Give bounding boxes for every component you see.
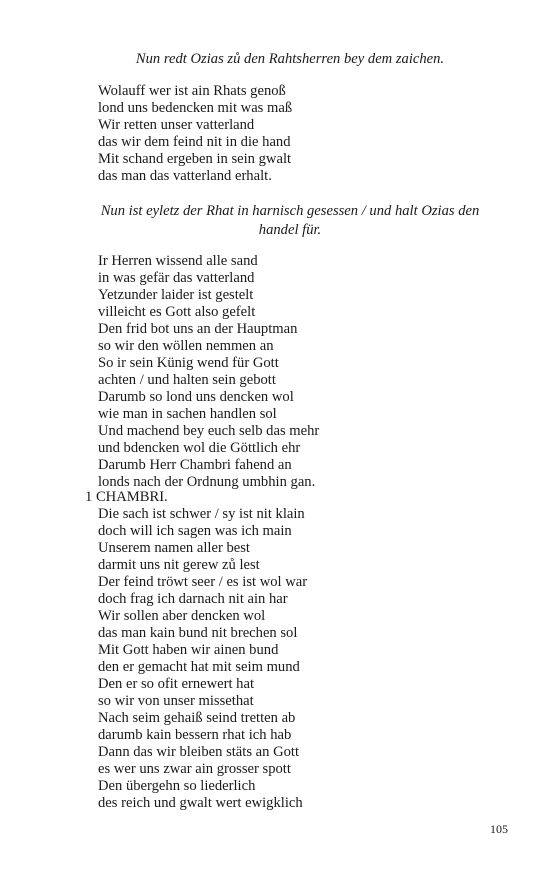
verse-line: achten / und halten sein gebott: [98, 372, 276, 388]
verse-line: Mit schand ergeben in sein gwalt: [98, 151, 292, 167]
verse-block: [98, 253, 319, 491]
verse-line: Nach seim gehaiß seind tretten ab: [98, 710, 296, 726]
verse-line: das wir dem feind nit in die hand: [98, 134, 291, 150]
verse-line: Die sach ist schwer / sy ist nit klain: [98, 506, 305, 522]
verse-line: Den frid bot uns an der Hauptman: [98, 321, 298, 337]
verse-line: das man das vatterland erhalt.: [98, 168, 272, 184]
speaker-label: 1 CHAMBRI.: [85, 489, 168, 505]
verse-line: Den er so ofit ernewert hat: [98, 676, 255, 692]
verse-line: doch frag ich darnach nit ain har: [98, 591, 288, 607]
verse-line: Ir Herren wissend alle sand: [98, 253, 258, 269]
verse-line: wie man in sachen handlen sol: [98, 406, 277, 422]
verse-line: Wir sollen aber dencken wol: [98, 608, 266, 624]
verse-block: [98, 83, 292, 185]
verse-line: Mit Gott haben wir ainen bund: [98, 642, 279, 658]
verse-line: das man kain bund nit brechen sol: [98, 625, 298, 641]
verse-line: Der feind tröwt seer / es ist wol war: [98, 574, 308, 590]
verse-line: so wir den wöllen nemmen an: [98, 338, 274, 354]
verse-line: es wer uns zwar ain grosser spott: [98, 761, 291, 777]
verse-line: des reich und gwalt wert ewigklich: [98, 795, 303, 811]
verse-line: Yetzunder laider ist gestelt: [98, 287, 254, 303]
verse-block: [98, 506, 307, 812]
verse-line: Unserem namen aller best: [98, 540, 250, 556]
verse-line: Dann das wir bleiben stäts an Gott: [98, 744, 300, 760]
verse-line: den er gemacht hat mit seim mund: [98, 659, 300, 675]
verse-line: Wolauff wer ist ain Rhats genoß: [98, 83, 286, 99]
verse-line: Darumb so lond uns dencken wol: [98, 389, 294, 405]
page-number: 105: [490, 822, 508, 836]
verse-line: Den übergehn so liederlich: [98, 778, 256, 794]
verse-line: darmit uns nit gerew zů lest: [98, 557, 260, 573]
verse-line: Wir retten unser vatterland: [98, 117, 255, 133]
verse-line: doch will ich sagen was ich main: [98, 523, 292, 539]
verse-line: lond uns bedencken mit was maß: [98, 100, 293, 116]
verse-line: Darumb Herr Chambri fahend an: [98, 457, 292, 473]
verse-line: in was gefär das vatterland: [98, 270, 255, 286]
verse-line: Und machend bey euch selb das mehr: [98, 423, 320, 439]
stage-direction: Nun redt Ozias zů den Rahtsherren bey dem zaichen.: [135, 51, 445, 67]
verse-line: londs nach der Ordnung umbhin gan.: [98, 474, 316, 490]
verse-line: so wir von unser missethat: [98, 693, 254, 709]
verse-line: und bdencken wol die Göttlich ehr: [98, 440, 301, 456]
verse-line: So ir sein Künig wend für Gott: [98, 355, 279, 371]
verse-line: villeicht es Gott also gefelt: [98, 304, 256, 320]
verse-line: darumb kain bessern rhat ich hab: [98, 727, 292, 743]
stage-direction: Nun ist eyletz der Rhat in harnisch gesessen / und halt Ozias den handel für.: [100, 203, 480, 238]
